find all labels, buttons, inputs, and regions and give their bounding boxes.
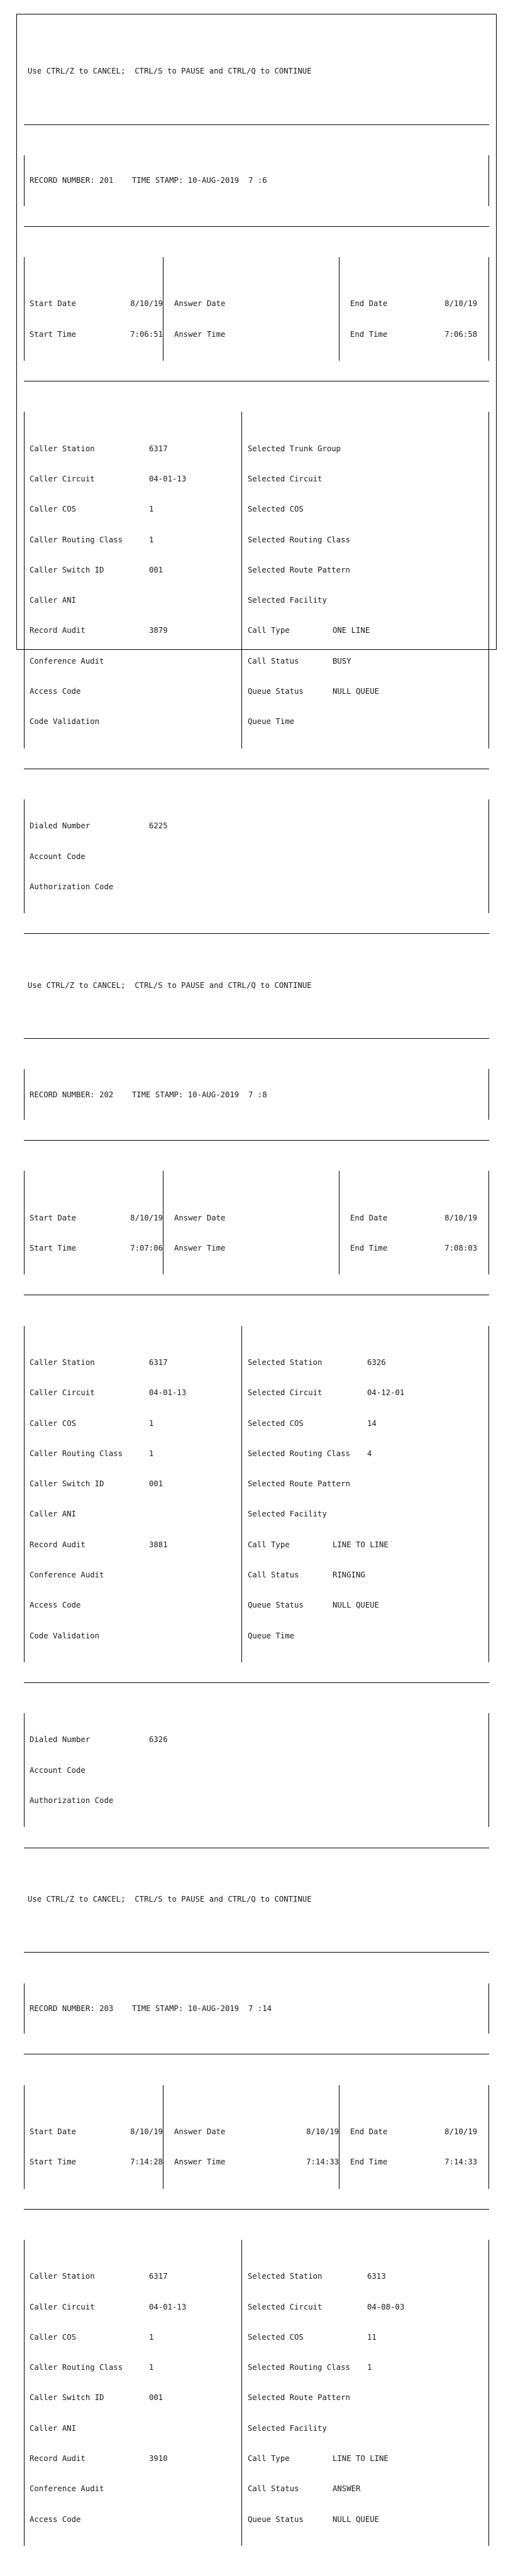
record-audit-value-3: 3910 [149, 2453, 168, 2463]
detail-row-2-1 [30, 1357, 483, 1367]
answer-time-label-1: Answer Time [174, 329, 226, 339]
record-top-rule-1 [24, 124, 489, 125]
caller-circuit-value-3: 04-01-13 [149, 2302, 187, 2311]
start-time-value-1: 7:06:51 [130, 329, 163, 339]
detail-row-1-2 [30, 474, 483, 484]
code-validation-label-1: Code Validation [30, 717, 100, 726]
selected-first-value-3: 6313 [367, 2272, 386, 2281]
col-divider-3c [241, 2240, 242, 2546]
selected-cos-label-3: Selected COS [248, 2332, 304, 2342]
caller-switch-id-label-3: Caller Switch ID [30, 2393, 104, 2403]
dialed-number-row-1 [30, 821, 483, 831]
caller-circuit-value-1: 04-01-13 [149, 474, 187, 484]
caller-station-label-3: Caller Station [30, 2272, 95, 2281]
record-dialed-1 [24, 799, 489, 913]
queue-status-value-1: NULL QUEUE [333, 687, 380, 696]
selected-routing-class-value-3: 1 [367, 2363, 372, 2372]
detail-row-2-7 [30, 1540, 483, 1550]
record-card-3 [24, 1983, 489, 2034]
time-stamp-label-1: TIME STAMP: [131, 176, 184, 185]
detail-row-2-10 [30, 1631, 483, 1641]
end-date-label-2: End Date [350, 1213, 388, 1222]
record-audit-label-3: Record Audit [30, 2453, 86, 2463]
col-divider-2c [241, 1326, 242, 1662]
detail-row-1-8 [30, 656, 483, 666]
detail-row-3-3 [30, 2332, 483, 2342]
detail-row-2-5 [30, 1479, 483, 1489]
start-date-value-1: 8/10/19 [130, 299, 163, 309]
selected-routing-class-value-2: 4 [367, 1449, 372, 1458]
caller-circuit-label-1: Caller Circuit [30, 474, 95, 484]
record-rule-2a [24, 1140, 489, 1141]
caller-switch-id-value-3: 001 [149, 2393, 163, 2403]
start-date-row-3 [30, 2127, 483, 2137]
caller-routing-class-value-1: 1 [149, 535, 154, 544]
selected-route-pattern-label-3: Selected Route Pattern [248, 2393, 350, 2403]
detail-row-3-8 [30, 2484, 483, 2494]
detail-row-2-3 [30, 1418, 483, 1428]
queue-time-label-1: Queue Time [248, 717, 295, 726]
answer-time-label-2: Answer Time [174, 1243, 226, 1252]
dialed-number-value-1: 6225 [149, 821, 168, 831]
record-top-rule-3 [24, 1952, 489, 1953]
conference-audit-label-2: Conference Audit [30, 1570, 104, 1579]
caller-ani-label-3: Caller ANI [30, 2423, 77, 2433]
dialed-number-label-2: Dialed Number [30, 1735, 91, 1745]
record-audit-value-2: 3881 [149, 1540, 168, 1549]
record-detail-3 [24, 2240, 489, 2546]
start-time-value-2: 7:07:06 [130, 1243, 163, 1252]
end-date-label-3: End Date [350, 2127, 388, 2136]
caller-circuit-label-2: Caller Circuit [30, 1388, 95, 1398]
queue-status-value-3: NULL QUEUE [333, 2514, 380, 2524]
caller-circuit-value-2: 04-01-13 [149, 1388, 187, 1398]
caller-cos-label-2: Caller COS [30, 1418, 77, 1428]
end-time-value-2: 7:08:03 [444, 1243, 477, 1252]
detail-row-1-1 [30, 444, 483, 454]
start-date-value-2: 8/10/19 [130, 1213, 163, 1222]
call-status-label-3: Call Status [248, 2484, 299, 2494]
record-number-label-3: RECORD NUMBER: [30, 2003, 95, 2013]
end-date-value-3: 8/10/19 [444, 2127, 477, 2136]
selected-first-label-2: Selected Station [248, 1358, 323, 1367]
record-dialed-2 [24, 1713, 489, 1827]
record-detail-2 [24, 1326, 489, 1662]
code-validation-label-2: Code Validation [30, 1631, 100, 1640]
selected-cos-label-2: Selected COS [248, 1418, 304, 1428]
start-date-label-3: Start Date [30, 2127, 77, 2136]
detail-row-3-6 [30, 2423, 483, 2433]
selected-facility-label-1: Selected Facility [248, 596, 327, 605]
selected-circuit-label-2: Selected Circuit [248, 1388, 323, 1398]
record-number-value-2: 202 [99, 1090, 114, 1099]
answer-date-label-1: Answer Date [174, 299, 226, 309]
caller-cos-label-3: Caller COS [30, 2332, 77, 2342]
queue-time-label-2: Queue Time [248, 1631, 295, 1640]
detail-row-1-9 [30, 686, 483, 696]
answer-time-value-3: 7:14:33 [306, 2157, 339, 2167]
record-audit-value-1: 3879 [149, 626, 168, 635]
answer-date-label-3: Answer Date [174, 2127, 226, 2136]
call-status-label-2: Call Status [248, 1570, 299, 1579]
selected-routing-class-label-2: Selected Routing Class [248, 1449, 350, 1458]
caller-routing-class-label-2: Caller Routing Class [30, 1449, 123, 1458]
record-card-1 [24, 155, 489, 206]
queue-status-value-2: NULL QUEUE [333, 1601, 380, 1610]
selected-circuit-value-2: 04-12-01 [367, 1388, 405, 1398]
time-stamp-value-1: 10-AUG-2019 7 :6 [187, 176, 267, 185]
time-stamp-value-2: 10-AUG-2019 7 :8 [187, 1090, 267, 1099]
caller-station-label-2: Caller Station [30, 1358, 95, 1367]
caller-cos-value-1: 1 [149, 505, 154, 514]
detail-row-2-9 [30, 1600, 483, 1610]
report-content [16, 14, 497, 2576]
answer-time-label-3: Answer Time [174, 2157, 226, 2167]
caller-switch-id-value-1: 001 [149, 565, 163, 574]
caller-station-label-1: Caller Station [30, 444, 95, 453]
authorization-code-label-1: Authorization Code [30, 882, 114, 891]
record-number-label-2: RECORD NUMBER: [30, 1090, 95, 1099]
caller-circuit-label-3: Caller Circuit [30, 2302, 95, 2311]
start-time-row-1 [30, 329, 483, 339]
selected-first-label-3: Selected Station [248, 2272, 323, 2281]
caller-cos-label-1: Caller COS [30, 505, 77, 514]
end-time-label-1: End Time [350, 329, 388, 339]
selected-circuit-value-3: 04-08-03 [367, 2302, 405, 2311]
access-code-label-1: Access Code [30, 687, 81, 696]
caller-switch-id-label-1: Caller Switch ID [30, 565, 104, 574]
conference-audit-label-3: Conference Audit [30, 2484, 104, 2494]
caller-routing-class-label-3: Caller Routing Class [30, 2363, 123, 2372]
time-stamp-label-2: TIME STAMP: [131, 1090, 184, 1099]
caller-station-value-2: 6317 [149, 1358, 168, 1367]
selected-route-pattern-label-2: Selected Route Pattern [248, 1479, 350, 1489]
answer-date-label-2: Answer Date [174, 1213, 226, 1222]
record-dates-3 [24, 2085, 489, 2189]
detail-row-3-2 [30, 2302, 483, 2312]
end-date-value-2: 8/10/19 [444, 1213, 477, 1222]
account-code-label-1: Account Code [30, 852, 86, 861]
selected-facility-label-3: Selected Facility [248, 2423, 327, 2433]
start-date-value-3: 8/10/19 [130, 2127, 163, 2136]
record-card-2 [24, 1069, 489, 1119]
authorization-code-row-2 [30, 1795, 483, 1806]
caller-routing-class-value-3: 1 [149, 2363, 154, 2372]
detail-row-2-6 [30, 1509, 483, 1519]
caller-ani-label-2: Caller ANI [30, 1510, 77, 1519]
selected-cos-value-2: 14 [367, 1418, 377, 1428]
record-audit-label-2: Record Audit [30, 1540, 86, 1549]
record-rule-3b [24, 2209, 489, 2210]
detail-row-3-1 [30, 2271, 483, 2281]
record-audit-label-1: Record Audit [30, 626, 86, 635]
record-detail-1 [24, 412, 489, 748]
record-number-label-1: RECORD NUMBER: [30, 176, 95, 185]
call-status-value-2: RINGING [333, 1570, 365, 1579]
detail-row-2-8 [30, 1570, 483, 1580]
detail-row-3-5 [30, 2392, 483, 2403]
start-time-row-2 [30, 1243, 483, 1253]
authorization-code-row-1 [30, 882, 483, 892]
conference-audit-label-1: Conference Audit [30, 656, 104, 666]
detail-row-1-3 [30, 504, 483, 514]
time-stamp-label-3: TIME STAMP: [131, 2003, 184, 2013]
queue-status-label-2: Queue Status [248, 1601, 304, 1610]
call-status-value-1: BUSY [333, 656, 351, 666]
caller-station-value-1: 6317 [149, 444, 168, 453]
caller-switch-id-value-2: 001 [149, 1479, 163, 1489]
selected-cos-label-1: Selected COS [248, 505, 304, 514]
time-stamp-value-3: 10-AUG-2019 7 :14 [187, 2003, 272, 2013]
caller-routing-class-value-2: 1 [149, 1449, 154, 1458]
start-time-label-2: Start Time [30, 1243, 77, 1252]
start-time-label-1: Start Time [30, 329, 77, 339]
start-time-label-3: Start Time [30, 2157, 77, 2167]
record-dates-2 [24, 1171, 489, 1274]
access-code-label-2: Access Code [30, 1601, 81, 1610]
selected-routing-class-label-3: Selected Routing Class [248, 2363, 350, 2372]
selected-routing-class-label-1: Selected Routing Class [248, 535, 350, 544]
caller-station-value-3: 6317 [149, 2272, 168, 2281]
selected-cos-value-3: 11 [367, 2332, 377, 2342]
detail-row-1-6 [30, 595, 483, 605]
dialed-number-value-2: 6326 [149, 1735, 168, 1745]
call-type-label-2: Call Type [248, 1540, 290, 1549]
detail-row-3-7 [30, 2453, 483, 2464]
detail-row-3-4 [30, 2362, 483, 2372]
call-type-value-1: ONE LINE [333, 626, 370, 635]
caller-switch-id-label-2: Caller Switch ID [30, 1479, 104, 1489]
selected-first-value-2: 6326 [367, 1358, 386, 1367]
record-number-value-3: 203 [99, 2003, 114, 2013]
dialed-number-row-2 [30, 1735, 483, 1745]
end-date-label-1: End Date [350, 299, 388, 309]
dialed-number-label-1: Dialed Number [30, 821, 91, 831]
call-status-label-1: Call Status [248, 656, 299, 666]
call-type-value-3: LINE TO LINE [333, 2453, 389, 2463]
end-time-label-2: End Time [350, 1243, 388, 1252]
caller-cos-value-2: 1 [149, 1418, 154, 1428]
selected-circuit-label-1: Selected Circuit [248, 474, 323, 484]
start-time-row-3 [30, 2157, 483, 2167]
detail-row-1-5 [30, 565, 483, 575]
control-banner-2: Use CTRL/Z to CANCEL; CTRL/S to PAUSE and CTRL/Q to CONTINUE [28, 980, 312, 990]
selected-circuit-label-3: Selected Circuit [248, 2302, 323, 2311]
selected-facility-label-2: Selected Facility [248, 1510, 327, 1519]
end-time-value-1: 7:06:58 [444, 329, 477, 339]
call-type-label-3: Call Type [248, 2453, 290, 2463]
authorization-code-label-2: Authorization Code [30, 1796, 114, 1806]
record-rule-1a [24, 226, 489, 227]
record-header-3 [30, 2003, 483, 2014]
control-banner-3: Use CTRL/Z to CANCEL; CTRL/S to PAUSE and CTRL/Q to CONTINUE [28, 1894, 312, 1904]
record-rule-2c [24, 1682, 489, 1683]
call-type-label-1: Call Type [248, 626, 290, 635]
end-date-value-1: 8/10/19 [444, 299, 477, 309]
start-date-row-1 [30, 299, 483, 309]
selected-route-pattern-label-1: Selected Route Pattern [248, 565, 350, 574]
queue-status-label-3: Queue Status [248, 2514, 304, 2524]
caller-ani-label-1: Caller ANI [30, 596, 77, 605]
col-divider-1c [241, 412, 242, 748]
caller-routing-class-label-1: Caller Routing Class [30, 535, 123, 544]
record-number-value-1: 201 [99, 176, 114, 185]
detail-row-1-4 [30, 535, 483, 545]
detail-row-3-9 [30, 2514, 483, 2524]
record-bottom-rule-1 [24, 933, 489, 934]
call-type-value-2: LINE TO LINE [333, 1540, 389, 1549]
end-time-label-3: End Time [350, 2157, 388, 2167]
detail-row-2-4 [30, 1449, 483, 1459]
detail-row-1-7 [30, 625, 483, 635]
start-date-label-1: Start Date [30, 299, 77, 309]
record-dates-1 [24, 257, 489, 361]
queue-status-label-1: Queue Status [248, 687, 304, 696]
account-code-label-2: Account Code [30, 1765, 86, 1775]
answer-date-value-3: 8/10/19 [306, 2127, 339, 2136]
end-time-value-3: 7:14:33 [444, 2157, 477, 2167]
start-date-row-2 [30, 1213, 483, 1223]
access-code-label-3: Access Code [30, 2514, 81, 2524]
call-status-value-3: ANSWER [333, 2484, 361, 2494]
account-code-row-2 [30, 1765, 483, 1775]
start-date-label-2: Start Date [30, 1213, 77, 1222]
record-header-1 [30, 175, 483, 185]
record-header-2 [30, 1090, 483, 1100]
caller-cos-value-3: 1 [149, 2332, 154, 2342]
account-code-row-1 [30, 852, 483, 862]
record-top-rule-2 [24, 1038, 489, 1039]
start-time-value-3: 7:14:28 [130, 2157, 163, 2167]
selected-first-label-1: Selected Trunk Group [248, 444, 341, 453]
detail-row-2-2 [30, 1388, 483, 1398]
detail-row-1-10 [30, 716, 483, 726]
control-banner-1: Use CTRL/Z to CANCEL; CTRL/S to PAUSE and CTRL/Q to CONTINUE [28, 67, 312, 76]
